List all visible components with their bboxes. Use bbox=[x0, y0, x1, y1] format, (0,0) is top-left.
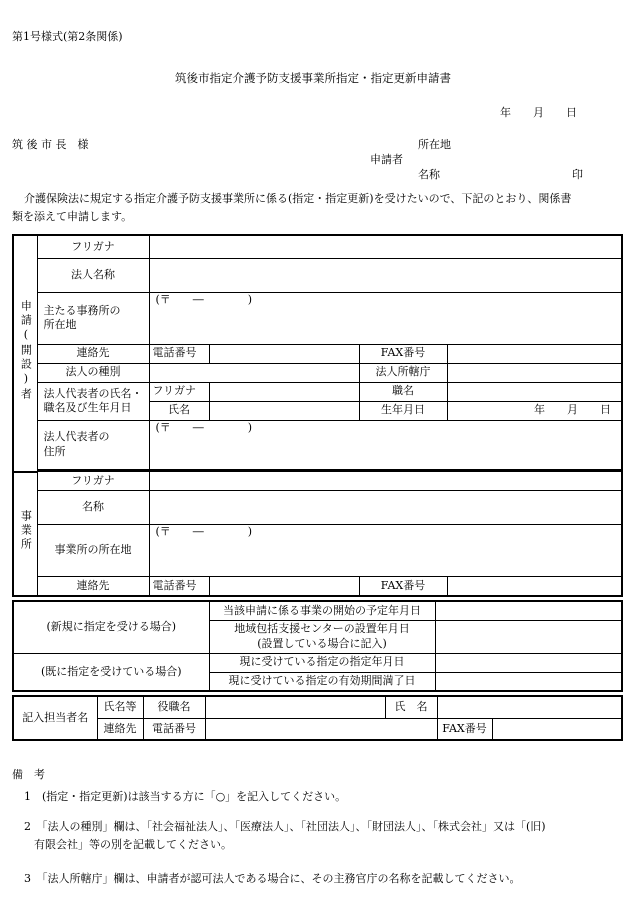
notes-heading: 備 考 bbox=[12, 768, 45, 781]
existing-expiry-field[interactable] bbox=[435, 672, 622, 691]
new-start-date-field[interactable] bbox=[435, 601, 622, 620]
birth-label: 生年月日 bbox=[359, 401, 447, 420]
existing-designation-label: (既に指定を受けている場合) bbox=[13, 653, 209, 691]
corp-name-field[interactable] bbox=[149, 258, 622, 292]
application-form-table bbox=[12, 234, 623, 597]
applicant-address-label: 所在地 bbox=[418, 138, 451, 151]
office-address-field[interactable] bbox=[149, 525, 622, 577]
charge-name-field[interactable] bbox=[437, 696, 622, 718]
existing-expiry-label: 現に受けている指定の有効期間満了日 bbox=[209, 672, 435, 691]
corp-name-label: 法人名称 bbox=[37, 258, 149, 292]
office-furigana-label: フリガナ bbox=[37, 472, 149, 491]
office-section-label: 事業所 bbox=[13, 472, 37, 596]
addressee: 筑 後 市 長 様 bbox=[12, 138, 89, 151]
name-etc-label: 氏名等 bbox=[97, 696, 143, 718]
postal-code-template: (〒 ― ) bbox=[155, 292, 253, 306]
corp-type-field[interactable] bbox=[149, 363, 359, 382]
new-start-date-label: 当該申請に係る事業の開始の予定年月日 bbox=[209, 601, 435, 620]
job-title-label: 役職名 bbox=[143, 696, 205, 718]
representative-label: 法人代表者の氏名・ 職名及び生年月日 bbox=[37, 382, 149, 420]
main-office-label: 主たる事務所の 所在地 bbox=[37, 292, 149, 344]
charge-phone-field[interactable] bbox=[205, 718, 437, 740]
note-1: 1 (指定・指定更新)は該当する方に「○」を記入してください。 bbox=[24, 790, 347, 803]
office-address-label: 事業所の所在地 bbox=[37, 525, 149, 577]
intro-line-2: 類を添えて申請します。 bbox=[12, 210, 133, 223]
note-2-line-1: 2 「法人の種別」欄は、「社会福祉法人」、「医療法人」、「社団法人」、「財団法人」、「株式会社」又は「(旧) bbox=[24, 820, 546, 833]
center-established-label: 地域包括支援センターの設置年月日 (設置している場合に記入) bbox=[209, 620, 435, 653]
postal-code-template: (〒 ― ) bbox=[155, 420, 253, 434]
contact-label: 連絡先 bbox=[37, 344, 149, 363]
fax-field[interactable] bbox=[447, 344, 622, 363]
applicant-label: 申請者 bbox=[370, 153, 403, 166]
form-title: 筑後市指定介護予防支援事業所指定・指定更新申請書 bbox=[175, 71, 451, 85]
rep-address-label: 法人代表者の 住所 bbox=[37, 420, 149, 470]
applicant-furigana-field[interactable] bbox=[149, 235, 622, 258]
designation-date-table bbox=[12, 600, 623, 692]
charge-name-label: 氏 名 bbox=[385, 696, 437, 718]
office-fax-label: FAX番号 bbox=[359, 577, 447, 596]
person-in-charge-table bbox=[12, 695, 623, 741]
position-field[interactable] bbox=[447, 382, 622, 401]
charge-fax-label: FAX番号 bbox=[437, 718, 492, 740]
office-phone-label: 電話番号 bbox=[149, 577, 209, 596]
fax-label: FAX番号 bbox=[359, 344, 447, 363]
phone-field[interactable] bbox=[209, 344, 359, 363]
corp-authority-field[interactable] bbox=[447, 363, 622, 382]
date-line: 年 月 日 bbox=[500, 106, 577, 119]
corp-type-label: 法人の種別 bbox=[37, 363, 149, 382]
existing-date-label: 現に受けている指定の指定年月日 bbox=[209, 653, 435, 672]
main-office-field[interactable] bbox=[149, 292, 622, 344]
position-label: 職名 bbox=[359, 382, 447, 401]
charge-fax-field[interactable] bbox=[492, 718, 622, 740]
office-contact-label: 連絡先 bbox=[37, 577, 149, 596]
corp-authority-label: 法人所轄庁 bbox=[359, 363, 447, 382]
office-phone-field[interactable] bbox=[209, 577, 359, 596]
birth-date-field[interactable]: 年 月 日 bbox=[447, 401, 622, 420]
office-name-label: 名称 bbox=[37, 491, 149, 525]
form-number: 第1号様式(第2条関係) bbox=[12, 30, 123, 43]
office-furigana-field[interactable] bbox=[149, 472, 622, 491]
applicant-furigana-label: フリガナ bbox=[37, 235, 149, 258]
existing-date-field[interactable] bbox=[435, 653, 622, 672]
rep-furigana-field[interactable] bbox=[209, 382, 359, 401]
phone-label: 電話番号 bbox=[149, 344, 209, 363]
center-established-field[interactable] bbox=[435, 620, 622, 653]
rep-address-field[interactable] bbox=[149, 420, 622, 470]
job-title-field[interactable] bbox=[205, 696, 385, 718]
note-2-line-2: 有限会社」等の別を記載してください。 bbox=[34, 838, 232, 851]
applicant-name-label: 名称 bbox=[418, 168, 440, 181]
charge-phone-label: 電話番号 bbox=[143, 718, 205, 740]
rep-name-field[interactable] bbox=[209, 401, 359, 420]
applicant-section-label: 申請(開設)者 bbox=[13, 235, 37, 472]
charge-contact-label: 連絡先 bbox=[97, 718, 143, 740]
rep-name-label: 氏名 bbox=[149, 401, 209, 420]
rep-furigana-label: フリガナ bbox=[149, 382, 209, 401]
note-3: 3 「法人所轄庁」欄は、申請者が認可法人である場合に、その主務官庁の名称を記載してください。 bbox=[24, 872, 521, 885]
postal-code-template: (〒 ― ) bbox=[155, 525, 253, 538]
new-designation-label: (新規に指定を受ける場合) bbox=[13, 601, 209, 653]
office-fax-field[interactable] bbox=[447, 577, 622, 596]
seal-mark: 印 bbox=[572, 168, 583, 181]
office-name-field[interactable] bbox=[149, 491, 622, 525]
intro-line-1: 介護保険法に規定する指定介護予防支援事業所に係る(指定・指定更新)を受けたいので、下記のとおり、関係書 bbox=[24, 192, 572, 205]
person-in-charge-label: 記入担当者名 bbox=[13, 696, 97, 740]
